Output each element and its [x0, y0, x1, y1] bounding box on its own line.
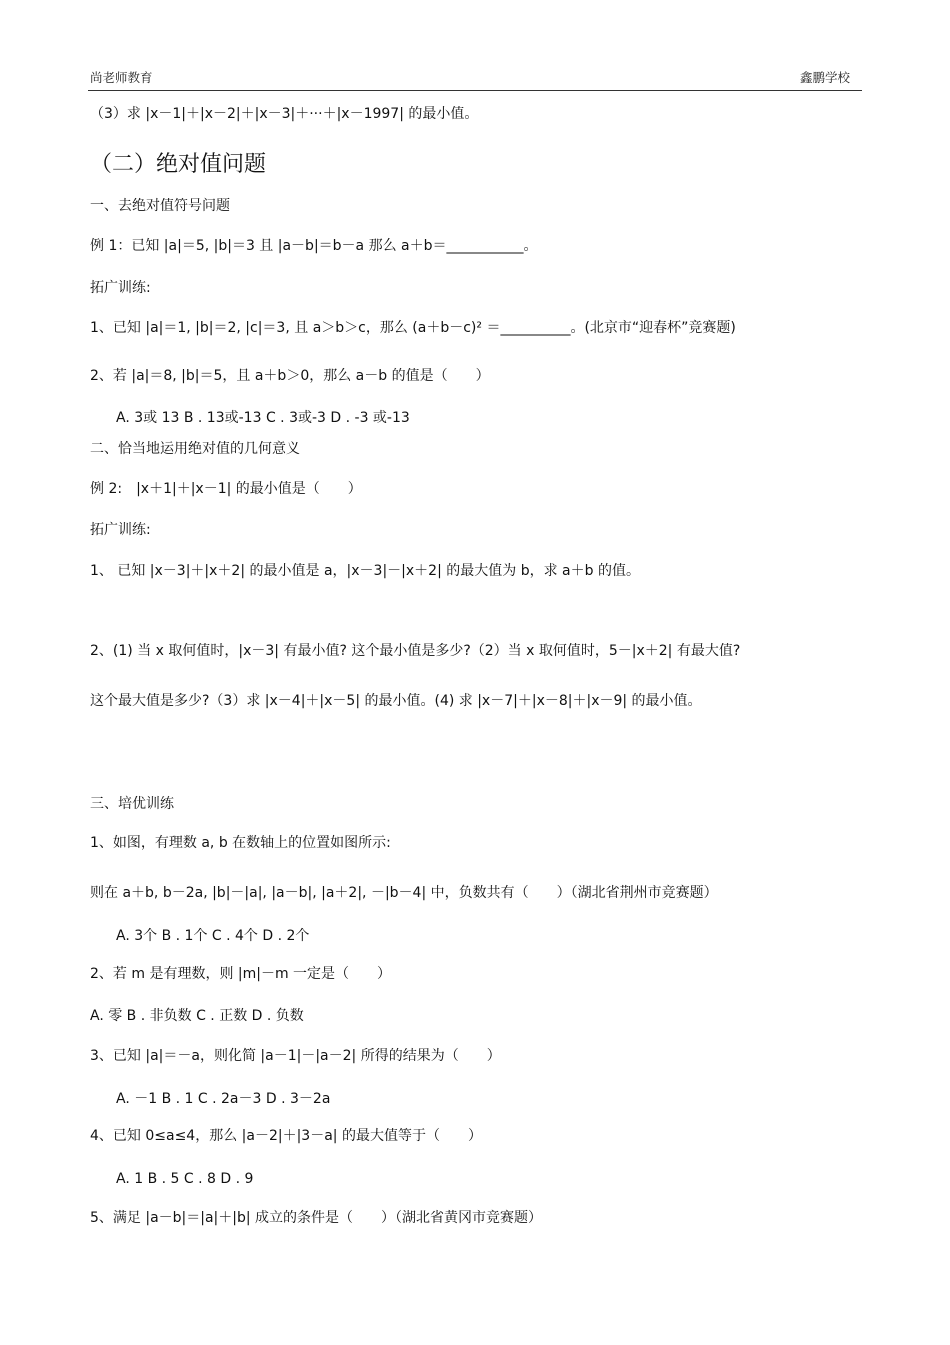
text-line: （二）绝对值问题	[90, 152, 267, 177]
text-line: A. 1 B . 5 C . 8 D . 9	[116, 1171, 254, 1187]
text-line: 2、若 m 是有理数，则 |m|－m 一定是（ ）	[90, 966, 392, 982]
text-line: 1、已知 |a|＝1, |b|＝2, |c|＝3, 且 a＞b＞c，那么 (a＋b－c)² ＝__________。(北京市“迎春杯”竞赛题)	[90, 320, 736, 336]
text-line: 例 2: |x＋1|＋|x－1| 的最小值是（ ）	[90, 481, 362, 497]
text-line: 例 1：已知 |a|＝5, |b|＝3 且 |a－b|＝b－a 那么 a＋b＝___________。	[90, 238, 538, 254]
header-right: 鑫鹏学校	[799, 70, 850, 85]
text-line: 三、培优训练	[90, 796, 174, 812]
text-line: 1、 已知 |x－3|＋|x＋2| 的最小值是 a，|x－3|－|x＋2| 的最大值为 b，求 a＋b 的值。	[90, 563, 640, 579]
text-line: 2、若 |a|＝8, |b|＝5，且 a＋b＞0，那么 a－b 的值是（ ）	[90, 368, 490, 384]
text-line: A. 零 B . 非负数 C . 正数 D . 负数	[90, 1008, 304, 1024]
header-rule	[88, 90, 862, 91]
text-line: 4、已知 0≤a≤4，那么 |a－2|＋|3－a| 的最大值等于（ ）	[90, 1128, 482, 1144]
text-line: 一、去绝对值符号问题	[90, 198, 230, 214]
text-line: 拓广训练:	[90, 522, 151, 538]
text-line: 拓广训练:	[90, 280, 151, 296]
text-line: 3、已知 |a|＝－a，则化简 |a－1|－|a－2| 所得的结果为（ ）	[90, 1048, 501, 1064]
text-line: 则在 a＋b, b－2a, |b|－|a|, |a－b|, |a＋2|, －|b－4| 中，负数共有（ ）（湖北省荆州市竞赛题）	[90, 885, 718, 901]
text-line: A. 3或 13 B . 13或-13 C . 3或-3 D . -3 或-13	[116, 410, 410, 426]
text-line: A. －1 B . 1 C . 2a－3 D . 3－2a	[116, 1091, 331, 1107]
text-line: A. 3个 B . 1个 C . 4个 D . 2个	[116, 928, 310, 944]
text-line: 1、如图，有理数 a, b 在数轴上的位置如图所示:	[90, 835, 391, 851]
text-line: 二、恰当地运用绝对值的几何意义	[90, 441, 300, 457]
text-line: 5、满足 |a－b|＝|a|＋|b| 成立的条件是（ ）（湖北省黄冈市竞赛题）	[90, 1210, 543, 1226]
text-line: 2、(1) 当 x 取何值时，|x－3| 有最小值? 这个最小值是多少?（2）当 x 取何值时，5－|x＋2| 有最大值?	[90, 643, 741, 659]
header-left: 尚老师教育	[90, 70, 153, 85]
text-line: 这个最大值是多少?（3）求 |x－4|＋|x－5| 的最小值。(4) 求 |x－7|＋|x－8|＋|x－9| 的最小值。	[90, 693, 702, 709]
text-line: （3）求 |x－1|＋|x－2|＋|x－3|＋···＋|x－1997| 的最小值。	[90, 106, 479, 122]
